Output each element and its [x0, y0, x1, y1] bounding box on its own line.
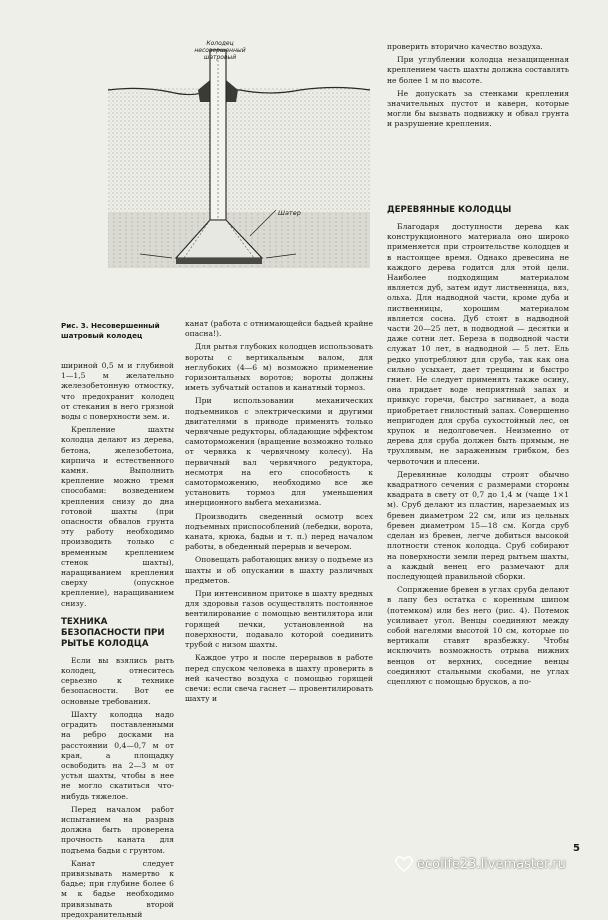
column-2: [185, 319, 373, 704]
figure-caption: Рис. 3. Несовершенный шатровый колодец: [61, 321, 160, 340]
paragraph: При использовании механических подъемников с электрическими и другими двигателями в приводе применять только червячные редукторы, обладающие эффектом самоторможения (вращение возможно только от червяка к червячному колесу). На первичный вал червячного редуктора, несмотря на его способность к самоторможению, необходимо все же установить тормоз для уменьшения инерционного выбега механизма.: [185, 396, 373, 508]
column-3-continued: [387, 205, 569, 687]
paragraph: шириной 0,5 м и глубиной 1—1,5 м желательно железобетонную отмостку, что предохранит колодец от стекания в него грязной воды с поверхности зем. и.: [61, 361, 174, 422]
paragraph: Оповещать работающих внизу о подъеме из шахты и об опускании в шахту различных предметов.: [185, 555, 373, 585]
figure-label-top: Колодец несовершенный шатровый: [194, 40, 246, 61]
paragraph: При углублении колодца незащищенная креплением часть шахты должна составлять не более 1 м по высоте.: [387, 55, 569, 85]
well-shaft: [210, 50, 226, 220]
paragraph: При интенсивном притоке в шахту вредных для здоровья газов осуществлять постоянное вентилирование с помощью вентилятора или горящей печки, установленной на поверхности, подавало которой соединить трубой с низом шахты.: [185, 589, 373, 650]
column-1: [61, 361, 174, 920]
heart-icon: [395, 856, 413, 872]
paragraph: Перед началом работ испытанием на разрыв должна быть проверена прочность каната для подъема бадьи с грунтом.: [61, 804, 174, 855]
figure-label-side: Шатер: [278, 209, 301, 217]
paragraph: Шахту колодца надо оградить поставленными на ребро досками на расстоянии 0,4—0,7 м от края, а площадку освободить на 2—3 м от устья шахты, чтобы в нее не могло скатиться что-нибудь тяжелое.: [61, 709, 174, 801]
paragraph: Каждое утро и после перерывов в работе перед спуском человека в шахту проверить в ней качество воздуха с помощью горящей свечи: если свеча гаснет — провентилировать шахту и: [185, 653, 373, 704]
column-3: [387, 42, 569, 130]
paragraph: Деревянные колодцы строят обычно квадратного сечения с размерами стороны квадрата в свету от 0,7 до 1,4 м (чаще 1×1 м). Сруб делают из пластин, нарезаемых из бревен диаметром 22 см, или из цельных бревен диаметром 15—18 см. Когда сруб сделан из бревен, легче добиться высокой плотности стенок колодца. Сруб собирают на поверхности земли перед рытьем шахты, а каждый венец его размечают для последующей правильной сборки.: [387, 469, 569, 581]
paragraph: Если вы взялись рыть колодец, отнеситесь серьезно к технике безопасности. Вот ее основные требования.: [61, 655, 174, 706]
page-number: 5: [573, 843, 580, 854]
paragraph: Не допускать за стенками крепления значительных пустот и каверн, которые могли бы вызвать подвижку и обвал грунта и разрушение крепления.: [387, 88, 569, 129]
paragraph: проверить вторично качество воздуха.: [387, 42, 543, 51]
paragraph: канат (работа с отнимающейся бадьей крайне опасна!).: [185, 319, 373, 339]
section-heading: ТЕХНИКА БЕЗОПАСНОСТИ ПРИ РЫТЬЕ КОЛОДЦА: [61, 616, 165, 649]
well-diagram: [100, 40, 378, 315]
paragraph: Канат следует привязывать намертво к бадье; при глубине более 6 м к бадье необходимо привязывать второй предохранительный: [61, 858, 174, 919]
paragraph: Сопряжение бревен в углах сруба делают в лапу без остатка с коренным шипом (потемком) или без него (рис. 4). Потемок усиливает угол. Венцы соединяют между собой нагелями высотой 10 см, которые по вертикали ставят вразбежку. Чтобы исключить возможность отрыва нижних венцов от верхних, соседние венцы соединяют стальными скобами, не углах сцепляют с помощью брусков, а по-: [387, 585, 569, 686]
paragraph: Производить сведенный осмотр всех подъемных приспособлений (лебедки, ворота, каната, крюка, бадьи и т. п.) перед началом работы, в обеденный перерыв и вечером.: [185, 511, 373, 552]
paragraph: Благодаря доступности дерева как конструкционного материала оно широко применяется при строительстве колодцев и в настоящее время. Однако древесина не каждого дерева годится для этой цели. Наиболее подходящим материалом является дуб, затем идут лиственница, вяз, ольха. Для надводной части, кроме дуба и лиственницы, хорошим материалом является сосна. Дуб стоят в надводной части 20—25 лет, в подводной — десятки и даже сотни лет. Береза в подводной части служат 10 лет, в надводной — 5 лет. Ель редко употребляют для сруба, так как она сильно усыхает, дает трещины и быстро гниет. Не следует применять также осину, она придает воде неприятный запах и привкус горечи, быстро загнивает, а вода приобретает гнилостный запах. Совершенно непригоден для сруба сухостойный лес, он хрупок и недолговечен. Неизменно от дерева для сруба должен быть прямым, не трухлявым, не зараженным грибком, без червоточин и плесени.: [387, 222, 569, 466]
paragraph: Крепление шахты колодца делают из дерева, бетона, железобетона, кирпича и естественного камня. Выполнить крепление можно тремя способами: возведением крепления снизу до дна готовой шахты (при опасности обвалов грунта эту работу необходимо производить только с временным креплением стенок шахты), наращиванием крепления сверху (опускное крепление), наращиванием снизу.: [61, 425, 174, 608]
section-heading: ДЕРЕВЯННЫЕ КОЛОДЦЫ: [387, 205, 512, 215]
paragraph: Для рытья глубоких колодцев использовать вороты с вертикальным валом, для неглубоких (4—6 м) возможно применение горизонтальных воротов; вороты должны иметь зубчатый остапов и канатный тормоз.: [185, 342, 373, 393]
watermark: ecolife23.livemaster.ru: [417, 857, 566, 872]
